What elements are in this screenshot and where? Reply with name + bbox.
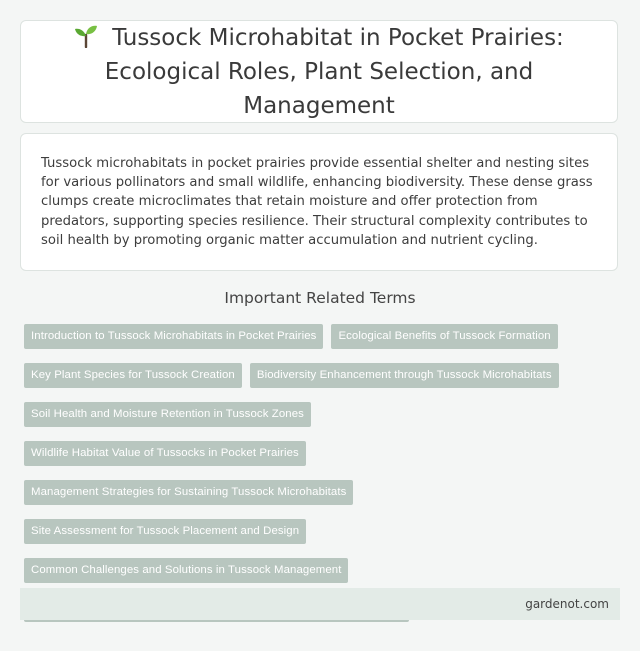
related-term-tag[interactable]: Introduction to Tussock Microhabitats in Pocket Prairies <box>24 324 323 349</box>
page-title <box>21 21 617 123</box>
sprout-icon <box>74 24 98 48</box>
page-title-text: Tussock Microhabitat in Pocket Prairies: Ecological Roles, Plant Selection, and Management <box>104 24 564 119</box>
related-term-tag[interactable]: Wildlife Habitat Value of Tussocks in Pocket Prairies <box>24 441 306 466</box>
related-term-tag[interactable]: Biodiversity Enhancement through Tussock Microhabitats <box>250 363 559 388</box>
related-term-tag[interactable]: Site Assessment for Tussock Placement and Design <box>24 519 306 544</box>
related-term-tag[interactable]: Common Challenges and Solutions in Tussock Management <box>24 558 348 583</box>
related-term-tag[interactable]: Ecological Benefits of Tussock Formation <box>331 324 557 349</box>
footer-site-link[interactable]: gardenot.com <box>525 597 609 611</box>
related-terms-list <box>24 324 620 622</box>
title-card <box>20 20 618 123</box>
summary-card <box>20 133 618 271</box>
summary-text: Tussock microhabitats in pocket prairies provide essential shelter and nesting sites for various pollinators and small wildlife, enhancing biodiversity. These dense grass clumps create microclimates that retain moisture and offer protection from predators, supporting species resilience. Their structural complexity contributes to soil health by promoting organic matter accumulation and nutrient cycling. <box>41 156 593 248</box>
related-terms-heading: Important Related Terms <box>224 289 416 307</box>
related-term-tag[interactable]: Soil Health and Moisture Retention in Tussock Zones <box>24 402 311 427</box>
footer <box>20 588 620 620</box>
related-term-tag[interactable]: Key Plant Species for Tussock Creation <box>24 363 242 388</box>
related-term-tag[interactable]: Management Strategies for Sustaining Tussock Microhabitats <box>24 480 353 505</box>
